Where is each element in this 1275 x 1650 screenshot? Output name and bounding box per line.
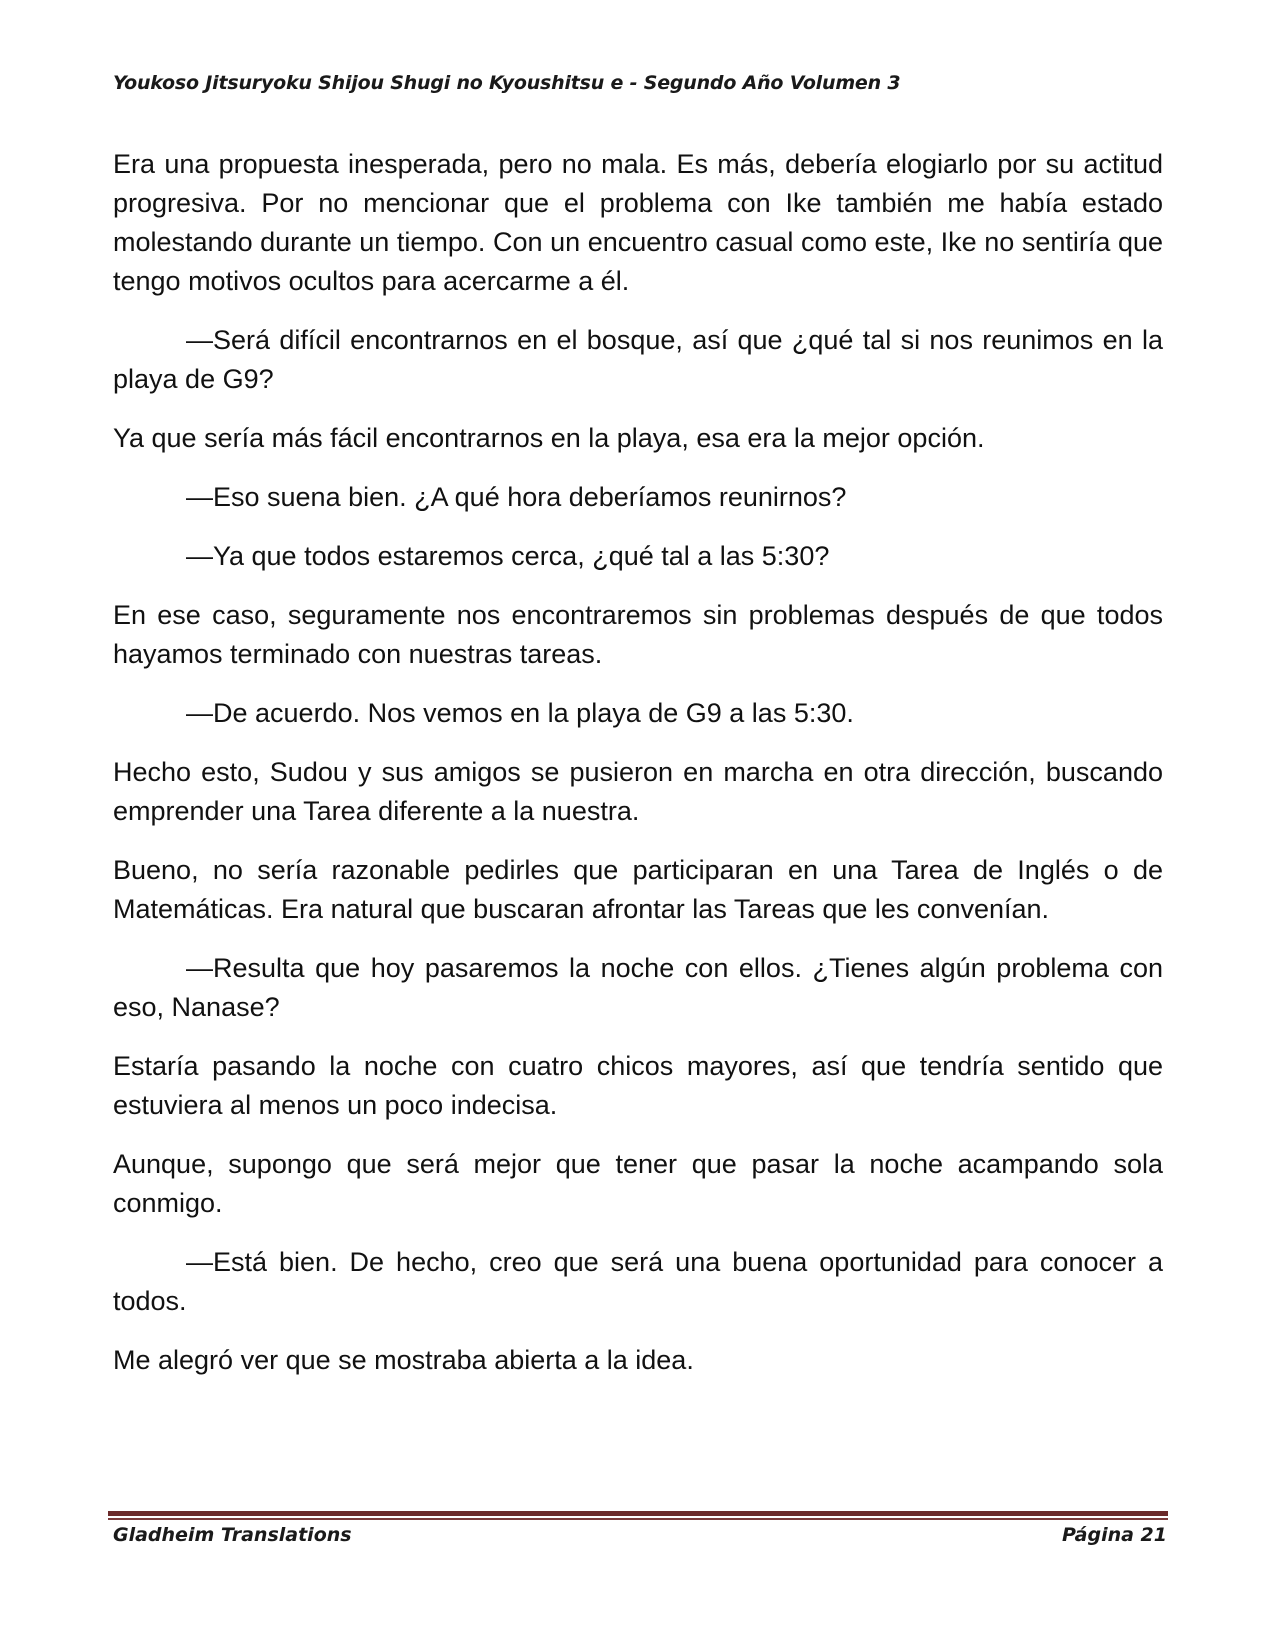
dialogue-3: —Ya que todos estaremos cerca, ¿qué tal a las 5:30?	[186, 541, 830, 571]
paragraph-8: Me alegró ver que se mostraba abierta a la idea.	[113, 1345, 694, 1375]
paragraph-2: Ya que sería más fácil encontrarnos en la playa, esa era la mejor opción.	[113, 423, 985, 453]
footer-page-number: Página 21	[1061, 1524, 1167, 1546]
paragraph-7: Aunque, supongo que será mejor que tener que pasar la noche acampando sola conmigo.	[113, 1149, 1163, 1218]
page-body	[113, 145, 1163, 1400]
footer-divider-thin	[108, 1518, 1168, 1520]
dialogue-4: —De acuerdo. Nos vemos en la playa de G9 a las 5:30.	[186, 698, 854, 728]
paragraph-1: Era una propuesta inesperada, pero no mala. Es más, debería elogiarlo por su actitud progresiva. Por no mencionar que el problema con Ike también me había estado molestando durante un tiempo. Con un encuentro casual como este, Ike no sentiría que tengo motivos ocultos para acercarme a él.	[113, 149, 1163, 296]
footer-publisher: Gladheim Translations	[113, 1524, 352, 1546]
dialogue-1: —Será difícil encontrarnos en el bosque, así que ¿qué tal si nos reunimos en la playa de G9?	[113, 325, 1163, 394]
footer-divider-thick	[108, 1511, 1168, 1516]
paragraph-4: Hecho esto, Sudou y sus amigos se pusieron en marcha en otra dirección, buscando emprender una Tarea diferente a la nuestra.	[113, 757, 1163, 826]
dialogue-5: —Resulta que hoy pasaremos la noche con ellos. ¿Tienes algún problema con eso, Nanase?	[113, 953, 1163, 1022]
paragraph-5: Bueno, no sería razonable pedirles que participaran en una Tarea de Inglés o de Matemáticas. Era natural que buscaran afrontar las Tareas que les convenían.	[113, 855, 1163, 924]
dialogue-6: —Está bien. De hecho, creo que será una buena oportunidad para conocer a todos.	[113, 1247, 1163, 1316]
dialogue-2: —Eso suena bien. ¿A qué hora deberíamos reunirnos?	[186, 482, 847, 512]
page-header-title: Youkoso Jitsuryoku Shijou Shugi no Kyoushitsu e - Segundo Año Volumen 3	[113, 72, 901, 94]
paragraph-3: En ese caso, seguramente nos encontraremos sin problemas después de que todos hayamos terminado con nuestras tareas.	[113, 600, 1163, 669]
paragraph-6: Estaría pasando la noche con cuatro chicos mayores, así que tendría sentido que estuviera al menos un poco indecisa.	[113, 1051, 1163, 1120]
